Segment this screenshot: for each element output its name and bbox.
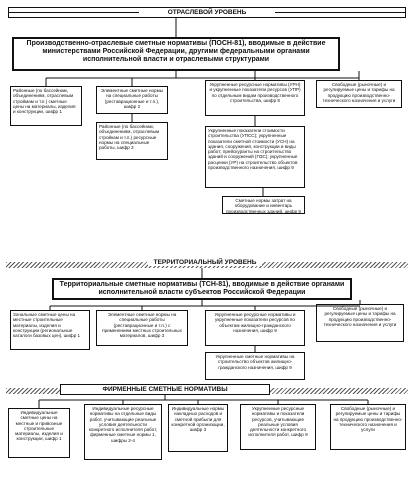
branch-box-free-prices-text: Свободные (рыночные) и регулируемые цены и тарифы на продукцию производственно-технического назначения и услуги	[322, 82, 396, 103]
firm-box-resource-norms-text: Индивидуальные ресурсные нормативы на отдельные виды работ, учитывающие реальные условия деятельности конкретного исполнителя работ, фирменные сметные нормы 1, шифры 2-4	[88, 406, 158, 443]
firm-box-individual-prices-text: Индивидуальные сметные цены на местные и привозные строительные материалы, изделия и конструкции, шифр 1	[15, 410, 63, 442]
branch-box-regional-resource-norms-text: Районные (по бассейнам, объединениям, отраслевым стройкам и т.п.) ресурсные нормы на специальные работы, шифр 3	[99, 124, 160, 151]
branch-box-element-norms-text: Элементные сметные нормы на специальные работы (реставрационные и т.п.), шифр 2	[100, 88, 164, 109]
section-branch-title: ОТРАСЛЕВОЙ УРОВЕНЬ	[162, 9, 253, 16]
firm-box-free-prices-text: Свободные (рыночные) и регулируемые цены и тарифы на продукцию производственно-технического назначения и услуги	[333, 406, 403, 433]
firm-box-overhead-norms-text: Индивидуальные нормы накладных расходов и сметной прибыли для конкретной организации, шифр 3	[171, 406, 225, 433]
territorial-box-free-prices-text: Свободные (рыночные) и регулируемые цены и тарифы на продукцию производственно-технического назначения и услуги	[323, 306, 397, 327]
territorial-box-element-norms-text: Элементные сметные нормы на специальные работы (реставрационные и т.п.) с применением местных строительных материалов, шифр 3	[102, 312, 182, 339]
branch-header-text: Производственно-отраслевые сметные нормативы (ПОСН-81), вводимые в действие министерствами Российской Федерации, другими федеральными органами исполнительной власти и отраслевыми структурами	[26, 40, 326, 63]
section-territorial-title: ТЕРРИТОРИАЛЬНЫЙ УРОВЕНЬ	[148, 259, 263, 266]
territorial-header-text: Территориальные сметные нормативы (ТСН-81), вводимые в действие органами исполнительной власти субъектов Российской Федерации	[59, 281, 345, 296]
branch-box-regional-prices-text: Районные (по бассейнам, объединениям, отраслевым строймам и т.п.) сметные цены на материалы, изделия и конструкции, шифр 1	[13, 88, 76, 115]
section-firm-title: ФИРМЕННЫЕ СМЕТНЫЕ НОРМАТИВЫ	[102, 386, 228, 393]
branch-box-urn-text: Укрупненные ресурсные нормативы (УРН) и укрупненные показатели ресурсов (УПР) по отдельным видам производственного строительства, шифр 8	[209, 82, 301, 103]
firm-box-enlarged-resource-text: Укрупненные ресурсные нормативы и показатели ресурсов, учитывающие реальные условия деятельности конкретного исполнителя работ, шифр 9	[248, 406, 308, 438]
territorial-box-zonal-prices-text: Зональные сметные цены на местные строительные материалы, изделия и конструкции (региональные каталоги базовых цен), шифр 1	[13, 312, 81, 339]
territorial-box-resource-norms-text: Укрупненные ресурсные нормативы и укрупненные показатели ресурсов по объектам жилищно-гражданского назначения, шифр 9	[214, 312, 296, 333]
territorial-box-estimate-norms-text: Укрупненные сметные нормативы на строительство объектов жилищно-гражданского назначения, шифр 9	[215, 354, 295, 370]
branch-box-upss-text: Укрупненные показатели стоимости строительства (УПСС); укрупненные показатели сметной стоимости (УСН) на здания, сооружения, конструкции и виды работ; прейскуранты на строительство зданий и сооружений (ПЗС); укрупненные расценки (УР) на строительство объектов производственного назначения, шифр 9	[208, 128, 298, 171]
branch-box-equipment-norms-text: Сметные нормы затрат на оборудование и инвентарь производственных зданий, шифр 9	[226, 198, 301, 214]
